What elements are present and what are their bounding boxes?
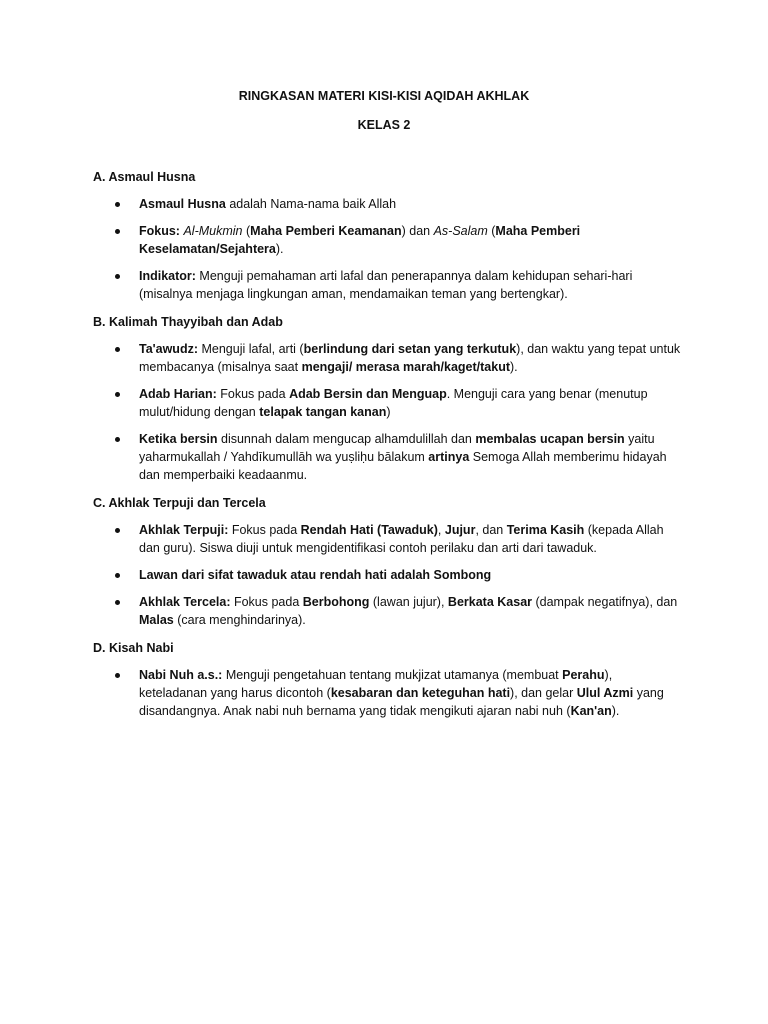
bullet-icon [115, 437, 120, 442]
bullet-icon [115, 202, 120, 207]
text: Semoga Allah memberimu hidayah dan memperbaiki keadaanmu. [139, 450, 667, 482]
list-item [93, 267, 683, 303]
bold-term: Akhlak Tercela: [139, 595, 231, 609]
text: yaitu yaharmukallah / Yahdīkumullāh wa yuṣliḥu bālakum [139, 432, 655, 464]
bold-term: Ta'awudz: [139, 342, 198, 356]
section-heading: B. Kalimah Thayyibah dan Adab [93, 315, 283, 329]
list-item [93, 521, 683, 557]
bold-term: Rendah Hati (Tawaduk) [300, 523, 438, 537]
bold-term: Nabi Nuh a.s.: [139, 668, 223, 682]
text: , dan [475, 523, 507, 537]
bold-term: Malas [139, 613, 174, 627]
section-heading: D. Kisah Nabi [93, 641, 174, 655]
bold-term: Berbohong [302, 595, 370, 609]
bullet-list [93, 521, 683, 629]
section-heading: A. Asmaul Husna [93, 170, 196, 184]
text: Fokus pada [230, 595, 303, 609]
bullet-icon [115, 573, 120, 578]
bold-term: Jujur [444, 523, 476, 537]
bold-term: Fokus: [139, 224, 180, 238]
bold-term: telapak tangan kanan [259, 405, 387, 419]
bold-term: mengaji/ merasa marah/kaget/takut [301, 360, 511, 374]
text: ), keteladanan yang harus dicontoh ( [139, 668, 613, 700]
text: ), dan gelar [510, 686, 577, 700]
document-body [93, 168, 683, 730]
bullet-list [93, 195, 683, 303]
text: ) dan [401, 224, 434, 238]
bullet-icon [115, 600, 120, 605]
bold-term: Lawan dari sifat tawaduk atau rendah hati adalah Sombong [139, 568, 492, 582]
bold-term: Ulul Azmi [576, 686, 634, 700]
bold-term: berlindung dari setan yang terkutuk [303, 342, 517, 356]
bold-term: Kan'an [570, 704, 612, 718]
list-item [93, 593, 683, 629]
bullet-list [93, 340, 683, 484]
bold-term: artinya [428, 450, 470, 464]
bold-term: membalas ucapan bersin [475, 432, 625, 446]
bullet-icon [115, 528, 120, 533]
section-asmaul-husna [93, 168, 683, 303]
bullet-icon [115, 347, 120, 352]
section-akhlak [93, 494, 683, 629]
text: Menguji lafal, arti ( [198, 342, 304, 356]
bold-term: Asmaul Husna [139, 197, 226, 211]
bullet-icon [115, 673, 120, 678]
list-item [93, 340, 683, 376]
text: yang disandangnya. Anak nabi nuh bernama yang tidak mengikuti ajaran nabi nuh ( [139, 686, 664, 718]
bold-term: Terima Kasih [506, 523, 585, 537]
text: ( [487, 224, 496, 238]
text: ), dan waktu yang tepat untuk membacanya (misalnya saat [139, 342, 681, 374]
italic-term: As-Salam [433, 224, 488, 238]
text: ). [275, 242, 284, 256]
text: ). [611, 704, 620, 718]
bold-term: Ketika bersin [139, 432, 218, 446]
text: ) [386, 405, 391, 419]
bold-term: Perahu [562, 668, 605, 682]
list-item [93, 385, 683, 421]
bullet-list [93, 666, 683, 720]
list-item [93, 566, 683, 584]
bullet-icon [115, 392, 120, 397]
list-item [93, 195, 683, 213]
text: Menguji pemahaman arti lafal dan penerapannya dalam kehidupan sehari-hari (misalnya menjaga lingkungan aman, mendamaikan teman yang bertengkar). [139, 269, 633, 301]
italic-term: Al-Mukmin [183, 224, 243, 238]
list-item [93, 222, 683, 258]
text: (lawan jujur), [369, 595, 448, 609]
list-item [93, 666, 683, 720]
text: , [437, 523, 445, 537]
text: Fokus pada [216, 387, 290, 401]
section-kalimah-thayyibah [93, 313, 683, 484]
list-item [93, 430, 683, 484]
bold-term: Adab Bersin dan Menguap [289, 387, 447, 401]
bold-term: Akhlak Terpuji: [139, 523, 229, 537]
text: (kepada Allah dan guru). Siswa diuji untuk mengidentifikasi contoh perilaku dan arti dari tawaduk. [139, 523, 664, 555]
document-title: RINGKASAN MATERI KISI-KISI AQIDAH AKHLAK [238, 89, 530, 103]
text: (cara menghindarinya). [173, 613, 306, 627]
text: ( [242, 224, 251, 238]
bold-term: kesabaran dan keteguhan hati [330, 686, 511, 700]
document-subtitle: KELAS 2 [357, 118, 411, 132]
text: ). [510, 360, 518, 374]
bold-term: Adab Harian: [139, 387, 217, 401]
bold-term: Maha Pemberi Keamanan [250, 224, 402, 238]
text: . Menguji cara yang benar (menutup mulut/hidung dengan [139, 387, 648, 419]
bullet-icon [115, 229, 120, 234]
bold-term: Maha Pemberi Keselamatan/Sejahtera [139, 224, 581, 256]
section-heading: C. Akhlak Terpuji dan Tercela [93, 496, 266, 510]
text: Menguji pengetahuan tentang mukjizat utamanya (membuat [222, 668, 563, 682]
bold-term: Berkata Kasar [447, 595, 533, 609]
section-kisah-nabi [93, 639, 683, 720]
text: (dampak negatifnya), dan [532, 595, 678, 609]
bullet-icon [115, 274, 120, 279]
text: Fokus pada [228, 523, 301, 537]
text: disunnah dalam mengucap alhamdulillah dan [217, 432, 476, 446]
text: adalah Nama-nama baik Allah [225, 197, 397, 211]
bold-term: Indikator: [139, 269, 196, 283]
